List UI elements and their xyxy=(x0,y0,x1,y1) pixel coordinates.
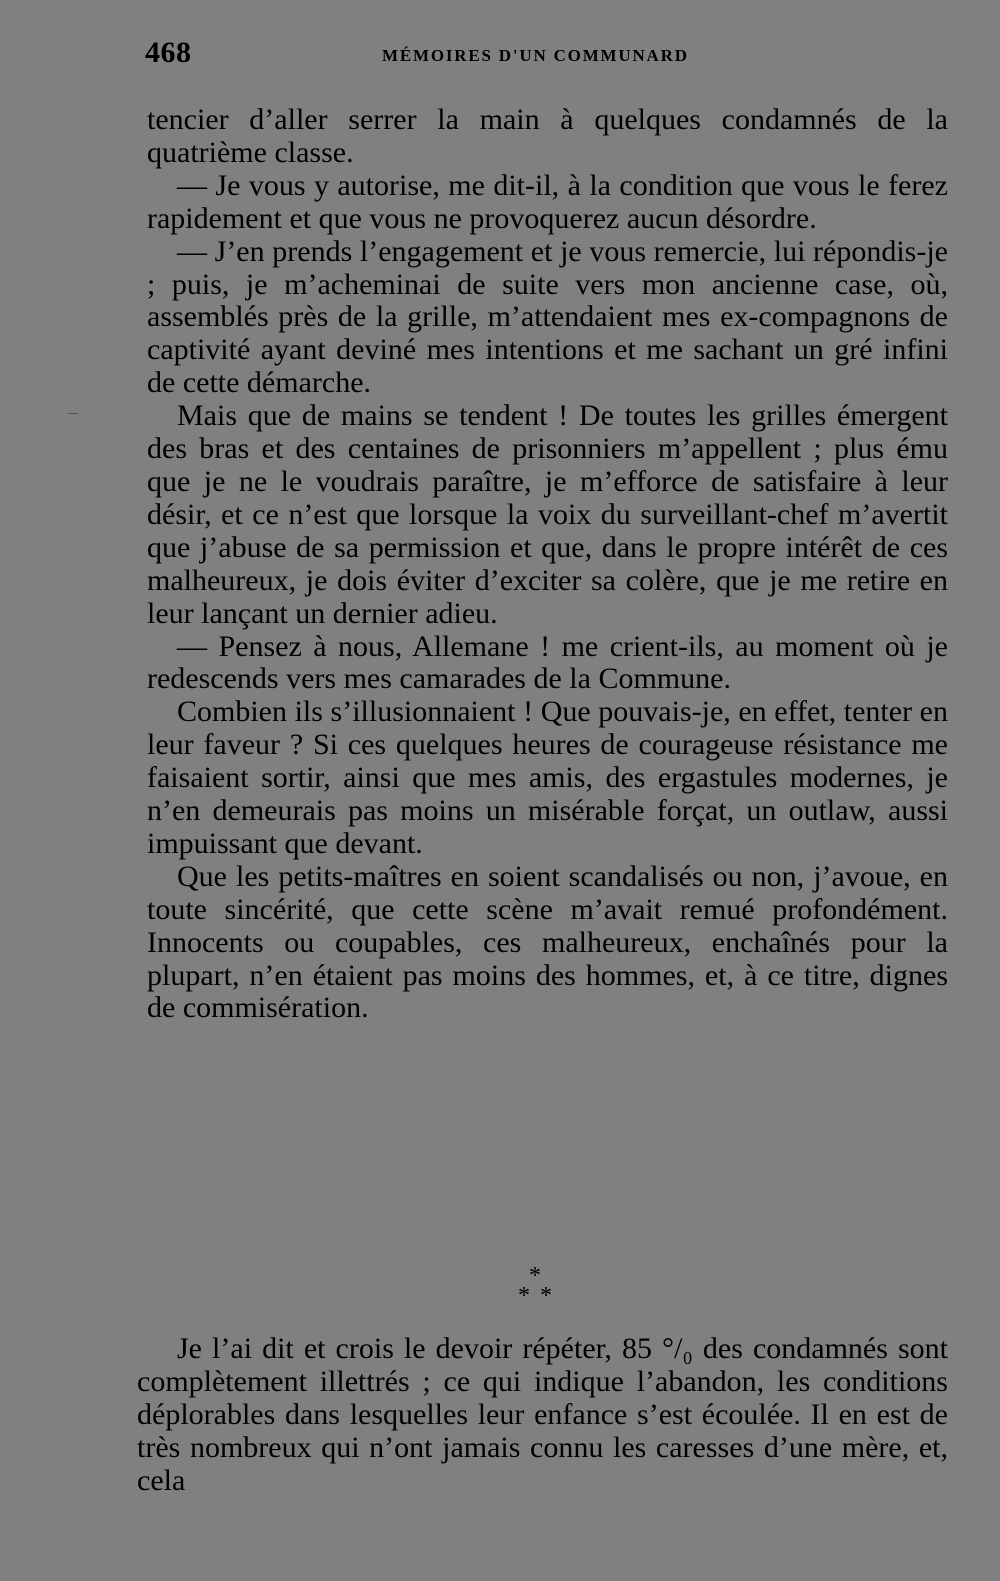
paragraph: — Pensez à nous, Allemane ! me crient-ils, au moment où je redescends vers mes camarades de la Commune. xyxy=(147,629,948,696)
paragraph: tencier d’aller serrer la main à quelques condamnés de la quatrième classe. xyxy=(147,103,948,169)
margin-mark xyxy=(68,413,78,414)
paragraph: — J’en prends l’engagement et je vous remercie, lui répondis-je ; puis, je m’acheminai de suite vers mon ancienne case, où, assemblés près de la grille, m’attendaient mes ex-compagnons de captivité ayant deviné mes intentions et me sachant un gré infini de cette démarche. xyxy=(147,234,948,400)
paragraph: — Je vous y autorise, me dit-il, à la condition que vous le ferez rapidement et que vous ne provoquerez aucun désordre. xyxy=(147,168,948,235)
second-text-section xyxy=(137,1333,948,1498)
asterism-star: * xyxy=(518,1283,530,1309)
paragraph: Combien ils s’illusionnaient ! Que pouvais-je, en effet, tenter en leur faveur ? Si ces quelques heures de courageuse résistance me faisaient sortir, ainsi que mes amis, des ergastules modernes, je n’en demeurais pas moins un misérable forçat, un outlaw, aussi impuissant que devant. xyxy=(147,695,948,860)
asterism-star: * xyxy=(540,1283,552,1309)
running-title: MÉMOIRES D'UN COMMUNARD xyxy=(382,46,689,65)
section-separator-asterism xyxy=(510,1264,590,1314)
page-number: 468 xyxy=(145,36,192,69)
page-header xyxy=(145,36,950,76)
paragraph: Mais que de mains se tendent ! De toutes les grilles émergent des bras et des centaines de prisonniers m’appellent ; plus ému que je ne le voudrais paraître, je m’efforce de satisfaire à leur désir, et ce n’est que lorsque la voix du surveillant-chef m’avertit que j’abuse de sa permission et que, dans le propre intérêt de ces malheureux, je dois éviter d’exciter sa colère, que je me retire en leur lançant un dernier adieu. xyxy=(147,399,948,630)
paragraph: Je l’ai dit et crois le devoir répéter, 85 °/₀ des condamnés sont complètement illettrés ; ce qui indique l’abandon, les conditions déplorables dans lesquelles leur enfance s’est écoulée. Il en est de très nombreux qui n’ont jamais connu les caresses d’une mère, et, cela xyxy=(137,1332,948,1497)
asterism-star: * xyxy=(529,1263,541,1289)
main-text-section xyxy=(147,104,948,1025)
paragraph: Que les petits-maîtres en soient scandalisés ou non, j’avoue, en toute sincérité, que cette scène m’avait remué profondément. Innocents ou coupables, ces malheureux, enchaînés pour la plupart, n’en étaient pas moins des hommes, et, à ce titre, dignes de commisération. xyxy=(147,859,948,1025)
